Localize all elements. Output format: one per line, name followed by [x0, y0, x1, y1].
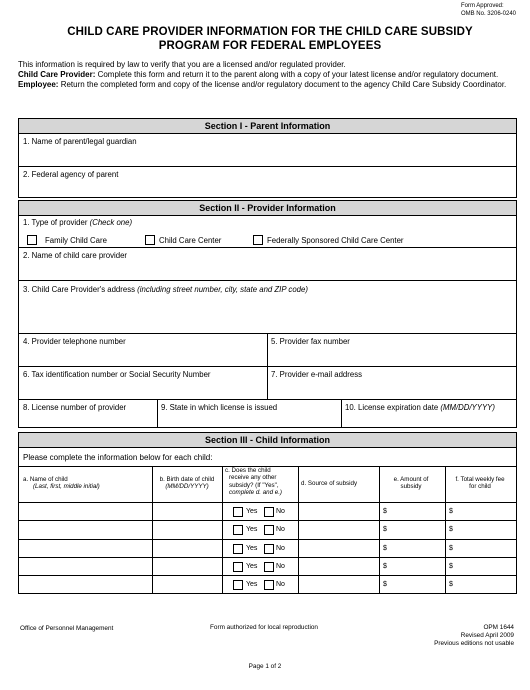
subsidy-no-checkbox[interactable]: [264, 544, 274, 554]
fee-dollar-sign: $: [449, 563, 453, 570]
weekly-fee-field[interactable]: [446, 558, 516, 575]
employee-label: Employee:: [18, 80, 59, 90]
subsidy-amount-field[interactable]: [380, 503, 445, 520]
subsidy-no-checkbox[interactable]: [264, 507, 274, 517]
subsidy-header-line-1: c. Does the child: [225, 467, 271, 474]
provider-type-note: (Check one): [89, 218, 133, 227]
subsidy-amount-field[interactable]: [380, 576, 445, 593]
fee-dollar-sign: $: [449, 581, 453, 588]
amount-dollar-sign: $: [383, 526, 387, 533]
provider-email-label: 7. Provider e-mail address: [271, 370, 363, 379]
address-label-note: (including street number, city, state and ZIP code): [137, 285, 308, 294]
subsidy-source-field[interactable]: [299, 521, 379, 539]
provider-fax-field[interactable]: [268, 334, 516, 366]
subsidy-yes-label: Yes: [246, 581, 258, 588]
child-name-header-line-1: a. Name of child: [23, 476, 68, 483]
subsidy-no-label: No: [276, 563, 285, 570]
fee-dollar-sign: $: [449, 526, 453, 533]
birth-date-field[interactable]: [153, 521, 222, 539]
provider-address-field[interactable]: [19, 281, 516, 333]
section-3-frame: [18, 432, 517, 594]
birth-date-field[interactable]: [153, 576, 222, 593]
omb-number: OMB No. 3206-0240: [460, 10, 516, 17]
subsidy-yes-checkbox[interactable]: [233, 507, 243, 517]
child-care-center-label: Child Care Center: [159, 236, 222, 245]
subsidy-header-line-4: complete d. and e.): [229, 489, 282, 497]
provider-text: Complete this form and return it to the parent along with a copy of your latest license and/or regulatory document.: [95, 70, 499, 80]
tax-id-label: 6. Tax identification number or Social Security Number: [23, 370, 211, 379]
provider-email-field[interactable]: [268, 367, 516, 399]
child-name-field[interactable]: [19, 521, 152, 539]
weekly-fee-header-line-1: f. Total weekly fee: [455, 476, 505, 483]
section-3-heading: Section III - Child Information: [19, 433, 516, 448]
divider: [222, 466, 223, 593]
subsidy-amount-field[interactable]: [380, 521, 445, 539]
tax-id-field[interactable]: [19, 367, 267, 399]
child-name-field[interactable]: [19, 576, 152, 593]
provider-name-label: 2. Name of child care provider: [23, 251, 128, 260]
federal-center-label: Federally Sponsored Child Care Center: [267, 236, 404, 245]
subsidy-no-label: No: [276, 545, 285, 552]
fee-dollar-sign: $: [449, 545, 453, 552]
form-title: [20, 25, 520, 53]
provider-type-label: [23, 218, 132, 227]
provider-instructions: [18, 70, 518, 80]
license-state-field[interactable]: [158, 400, 341, 427]
title-line-1: CHILD CARE PROVIDER INFORMATION FOR THE CHILD CARE SUBSIDY: [67, 26, 473, 38]
subsidy-amount-header: [381, 476, 441, 491]
amount-header-line-2: subsidy: [400, 483, 422, 491]
subsidy-amount-field[interactable]: [380, 558, 445, 575]
intro-line-1: This information is required by law to verify that you are a licensed and/or regulated provider.: [18, 60, 346, 69]
subsidy-no-label: No: [276, 526, 285, 533]
intro-text: [18, 60, 518, 91]
child-name-header: [23, 476, 100, 491]
expiry-label-note: (MM/DD/YYYY): [440, 403, 495, 412]
license-number-field[interactable]: [19, 400, 157, 427]
employee-text: Return the completed form and copy of the license and/or regulatory document to the agency Child Care Subsidy Coordinator.: [58, 80, 507, 90]
footer-reproduction: Form authorized for local reproduction: [210, 624, 318, 631]
license-expiry-field[interactable]: [342, 400, 516, 427]
weekly-fee-field[interactable]: [446, 540, 516, 557]
subsidy-no-checkbox[interactable]: [264, 562, 274, 572]
child-care-center-checkbox[interactable]: [145, 235, 155, 245]
form-approval-block: [461, 3, 516, 18]
amount-dollar-sign: $: [383, 545, 387, 552]
subsidy-header-line-2: receive any other: [229, 474, 277, 482]
child-name-field[interactable]: [19, 540, 152, 557]
subsidy-no-label: No: [276, 508, 285, 515]
child-name-field[interactable]: [19, 558, 152, 575]
federal-center-checkbox[interactable]: [253, 235, 263, 245]
approval-line-1: Form Approved:: [460, 3, 504, 9]
subsidy-yes-label: Yes: [246, 563, 258, 570]
parent-agency-label: 2. Federal agency of parent: [23, 170, 119, 179]
title-line-2: PROGRAM FOR FEDERAL EMPLOYEES: [158, 40, 382, 52]
fee-dollar-sign: $: [449, 508, 453, 515]
family-child-care-label: Family Child Care: [45, 236, 107, 245]
subsidy-source-field[interactable]: [299, 576, 379, 593]
subsidy-yes-checkbox[interactable]: [233, 562, 243, 572]
provider-phone-field[interactable]: [19, 334, 267, 366]
subsidy-yes-label: Yes: [246, 508, 258, 515]
birth-date-field[interactable]: [153, 558, 222, 575]
footer-agency: Office of Personnel Management: [20, 625, 114, 632]
weekly-fee-field[interactable]: [446, 521, 516, 539]
subsidy-source-header: d. Source of subsidy: [301, 480, 358, 487]
child-name-field[interactable]: [19, 503, 152, 520]
birth-date-header-line-2: (MM/DD/YYYY): [165, 483, 209, 491]
page-number: Page 1 of 2: [248, 663, 282, 670]
provider-phone-label: 4. Provider telephone number: [23, 337, 126, 346]
section-1-heading: Section I - Parent Information: [19, 119, 516, 134]
section-2-frame: [18, 200, 517, 428]
weekly-fee-header-line-2: for child: [469, 483, 491, 491]
subsidy-source-field[interactable]: [299, 503, 379, 520]
subsidy-yes-checkbox[interactable]: [233, 580, 243, 590]
birth-date-field[interactable]: [153, 540, 222, 557]
license-state-label: 9. State in which license is issued: [161, 403, 278, 412]
footer-form-info: [434, 624, 514, 647]
child-name-header-line-2: (Last, first, middle initial): [33, 483, 100, 491]
license-number-label: 8. License number of provider: [23, 403, 127, 412]
subsidy-yes-label: Yes: [246, 545, 258, 552]
amount-dollar-sign: $: [383, 508, 387, 515]
subsidy-header-line-3: subsidy? (If "Yes",: [229, 481, 279, 489]
provider-name-field[interactable]: [19, 248, 516, 281]
subsidy-amount-field[interactable]: [380, 540, 445, 557]
expiry-label-text: 10. License expiration date: [345, 403, 441, 412]
parent-name-field[interactable]: [19, 133, 516, 166]
address-label-text: 3. Child Care Provider's address: [23, 285, 138, 294]
section-1-frame: [18, 118, 517, 198]
subsidy-yes-label: Yes: [246, 526, 258, 533]
previous-editions-note: Previous editions not usable: [434, 639, 514, 647]
subsidy-no-checkbox[interactable]: [264, 580, 274, 590]
weekly-fee-field[interactable]: [446, 503, 516, 520]
amount-dollar-sign: $: [383, 563, 387, 570]
weekly-fee-field[interactable]: [446, 576, 516, 593]
other-subsidy-header: [225, 467, 282, 497]
form-number: OPM 1644: [483, 624, 514, 631]
subsidy-source-field[interactable]: [299, 558, 379, 575]
child-info-instruction: Please complete the information below for each child:: [23, 453, 213, 462]
provider-type-text: 1. Type of provider: [23, 218, 90, 227]
parent-name-label: 1. Name of parent/legal guardian: [23, 137, 137, 146]
birth-date-field[interactable]: [153, 503, 222, 520]
amount-dollar-sign: $: [383, 581, 387, 588]
employee-instructions: [18, 80, 518, 90]
birth-date-header: [153, 476, 221, 491]
subsidy-no-label: No: [276, 581, 285, 588]
provider-label: Child Care Provider:: [18, 70, 96, 80]
section-2-heading: Section II - Provider Information: [19, 201, 516, 216]
subsidy-source-field[interactable]: [299, 540, 379, 557]
parent-agency-field[interactable]: [19, 167, 516, 197]
family-child-care-checkbox[interactable]: [27, 235, 37, 245]
amount-header-line-1: e. Amount of: [393, 476, 429, 483]
revision-date: Revised April 2009: [460, 631, 514, 639]
birth-date-header-line-1: b. Birth date of child: [159, 476, 215, 483]
subsidy-no-checkbox[interactable]: [264, 525, 274, 535]
provider-fax-label: 5. Provider fax number: [271, 337, 350, 346]
subsidy-yes-checkbox[interactable]: [233, 544, 243, 554]
weekly-fee-header: [447, 476, 513, 491]
subsidy-yes-checkbox[interactable]: [233, 525, 243, 535]
